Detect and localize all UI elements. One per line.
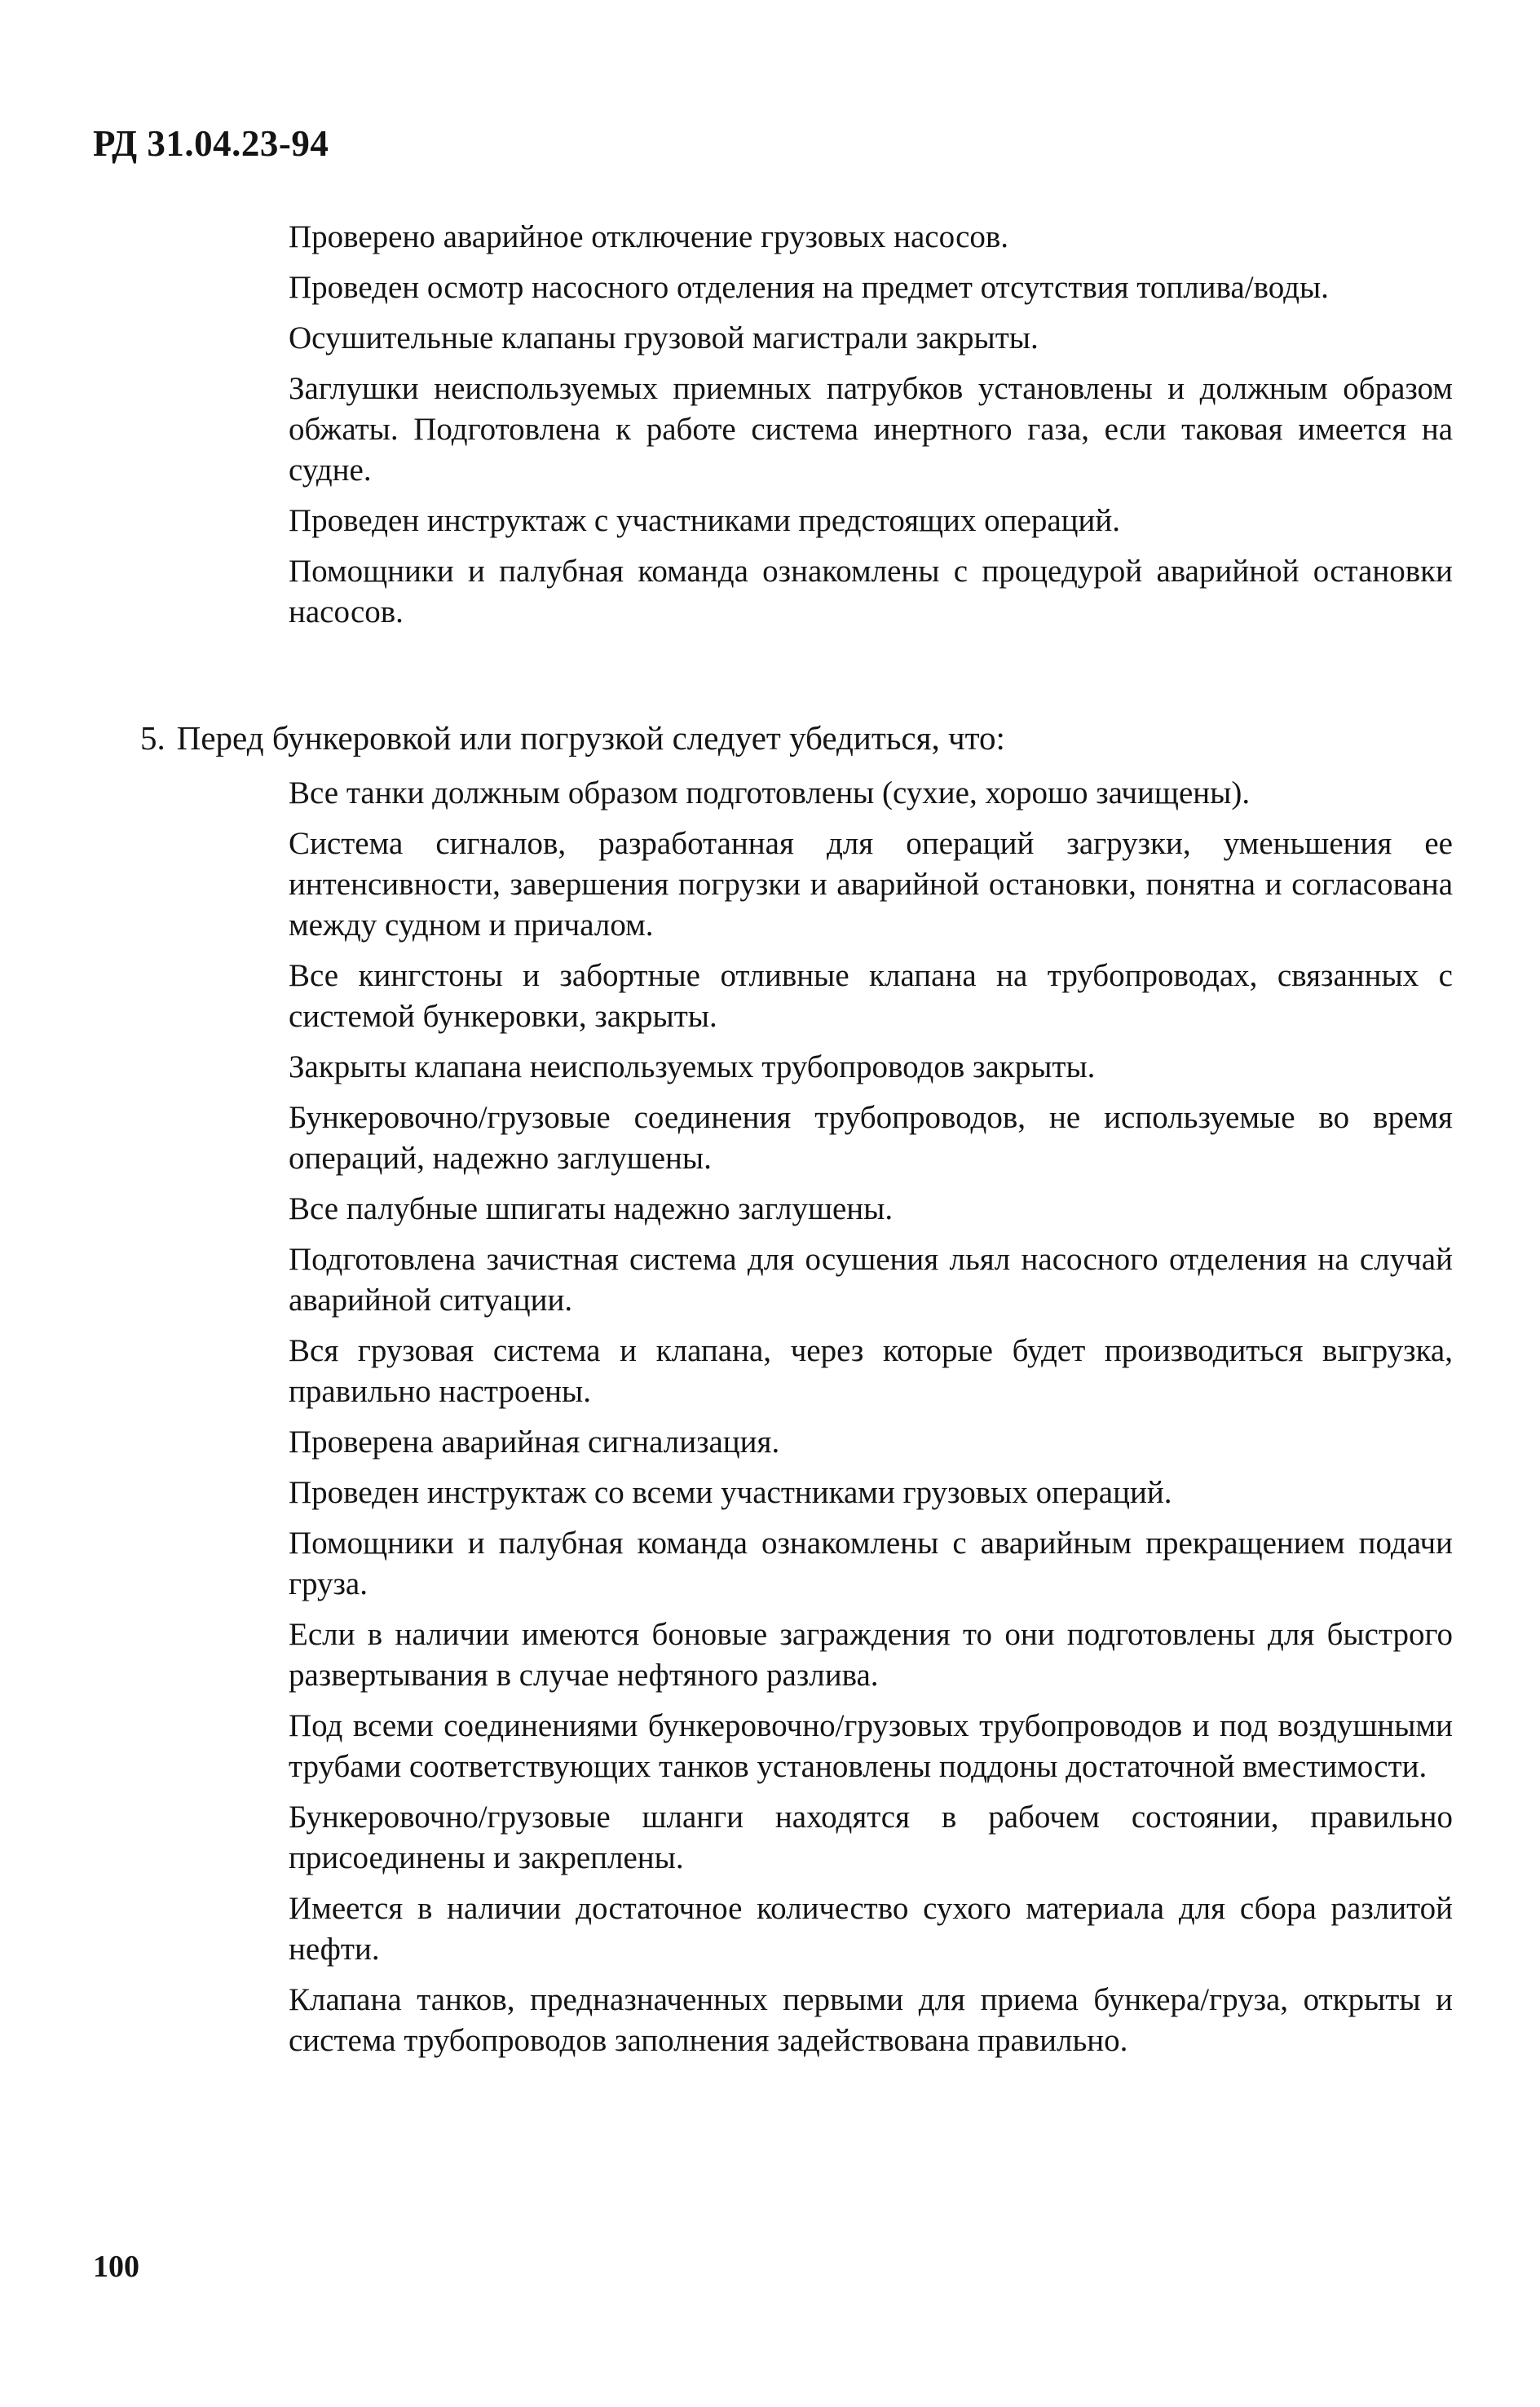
- checklist-top: [289, 217, 1453, 643]
- checklist-item: Все танки должным образом подготовлены (сухие, хорошо зачищены).: [289, 775, 1251, 810]
- checklist-item: Под всеми соединениями бункеровочно/грузовых трубопроводов и под воздушными трубами соответствующих танков установлены поддоны достаточной вместимости.: [289, 1708, 1453, 1784]
- checklist-item: Система сигналов, разработанная для операций загрузки, уменьшения ее интенсивности, завершения погрузки и аварийной остановки, понятна и согласована между судном и причалом.: [289, 826, 1453, 943]
- checklist-item: Имеется в наличии достаточное количество сухого материала для сбора разлитой нефти.: [289, 1891, 1453, 1967]
- section-5-heading: [140, 718, 1005, 758]
- document-code: РД 31.04.23-94: [93, 123, 329, 164]
- checklist-item: Подготовлена зачистная система для осушения льял насосного отделения на случай аварийной ситуации.: [289, 1242, 1453, 1318]
- checklist-item: Клапана танков, предназначенных первыми для приема бункера/груза, открыты и система трубопроводов заполнения задействована правильно.: [289, 1982, 1453, 2058]
- checklist-item: Проведен осмотр насосного отделения на предмет отсутствия топлива/воды.: [289, 270, 1329, 305]
- section-title: Перед бункеровкой или погрузкой следует убедиться, что:: [176, 719, 1005, 757]
- checklist-item: Если в наличии имеются боновые заграждения то они подготовлены для быстрого развертывания в случае нефтяного разлива.: [289, 1617, 1453, 1693]
- checklist-item: Заглушки неиспользуемых приемных патрубков установлены и должным образом обжаты. Подготовлена к работе система инертного газа, если таковая имеется на судне.: [289, 371, 1453, 488]
- checklist-item: Вся грузовая система и клапана, через которые будет производиться выгрузка, правильно настроены.: [289, 1333, 1453, 1409]
- checklist-item: Бункеровочно/грузовые шланги находятся в рабочем состоянии, правильно присоединены и закреплены.: [289, 1800, 1453, 1875]
- checklist-item: Бункеровочно/грузовые соединения трубопроводов, не используемые во время операций, надежно заглушены.: [289, 1100, 1453, 1176]
- checklist-item: Помощники и палубная команда ознакомлены с аварийным прекращением подачи груза.: [289, 1526, 1453, 1601]
- section-number: 5.: [140, 719, 165, 757]
- checklist-item: Все кингстоны и забортные отливные клапана на трубопроводах, связанных с системой бункеровки, закрыты.: [289, 958, 1453, 1034]
- checklist-item: Закрыты клапана неиспользуемых трубопроводов закрыты.: [289, 1049, 1096, 1084]
- checklist-section-5: [289, 773, 1453, 2071]
- checklist-item: Все палубные шпигаты надежно заглушены.: [289, 1191, 894, 1226]
- checklist-item: Проверено аварийное отключение грузовых насосов.: [289, 219, 1009, 254]
- checklist-item: Проведен инструктаж с участниками предстоящих операций.: [289, 503, 1121, 538]
- checklist-item: Проверена аварийная сигнализация.: [289, 1424, 780, 1460]
- page-number: 100: [93, 2250, 139, 2284]
- checklist-item: Помощники и палубная команда ознакомлены с процедурой аварийной остановки насосов.: [289, 554, 1453, 629]
- checklist-item: Проведен инструктаж со всеми участниками грузовых операций.: [289, 1475, 1172, 1510]
- checklist-item: Осушительные клапаны грузовой магистрали закрыты.: [289, 320, 1039, 356]
